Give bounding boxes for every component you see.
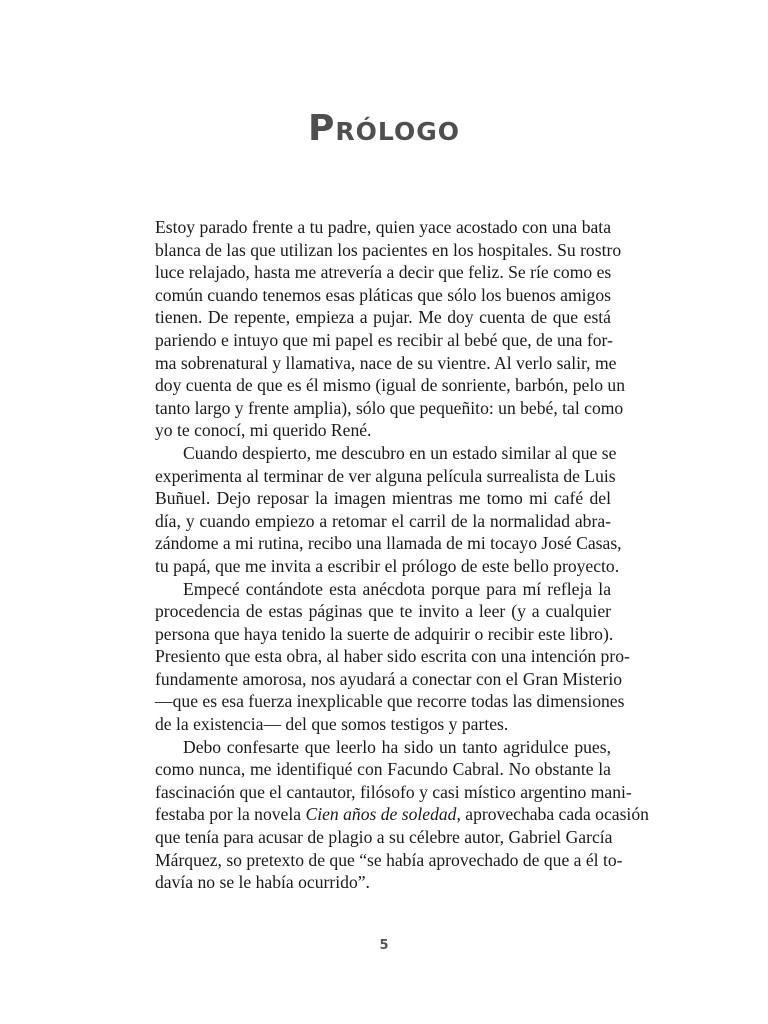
text-line: Empecé contándote esta anécdota porque para mí refleja la: [183, 578, 611, 599]
paragraph: [155, 442, 622, 578]
chapter-title: Prólogo: [308, 108, 460, 149]
text-line: tienen. De repente, empieza a pujar. Me doy cuenta de que está: [155, 307, 611, 328]
text-run: festaba por la novela: [155, 804, 306, 825]
page-number: 5: [379, 938, 389, 953]
text-line: [155, 803, 649, 826]
text-line: blanca de las que utilizan los pacientes en los hospitales. Su rostro: [155, 239, 622, 260]
body-text: [155, 216, 649, 894]
text-run: , aprovechaba cada ocasión: [456, 804, 649, 825]
text-line: día, y cuando empiezo a retomar el carril de la normalidad abra-: [155, 510, 611, 531]
text-line: Cuando despierto, me descubro en un estado similar al que se: [183, 442, 617, 463]
text-line: persona que haya tenido la suerte de adquirir o recibir este libro).: [155, 623, 614, 644]
paragraph: [155, 736, 649, 894]
text-line: tanto largo y frente amplia), sólo que pequeñito: un bebé, tal como: [155, 397, 624, 418]
book-title-italic: Cien años de soledad: [305, 804, 457, 825]
text-line: fundamente amorosa, nos ayudará a conectar con el Gran Misterio: [155, 668, 623, 689]
text-line: que tenía para acusar de plagio a su célebre autor, Gabriel García: [155, 827, 613, 848]
text-line: Buñuel. Dejo reposar la imagen mientras me tomo mi café del: [155, 488, 611, 509]
text-line: zándome a mi rutina, recibo una llamada de mi tocayo José Casas,: [155, 533, 622, 554]
text-line: de la existencia— del que somos testigos y partes.: [155, 714, 509, 735]
text-line: Márquez, so pretexto de que “se había aprovechado de que a él to-: [155, 849, 623, 870]
text-line: Presiento que esta obra, al haber sido escrita con una intención pro-: [155, 646, 630, 667]
paragraph: [155, 578, 630, 736]
text-line: Debo confesarte que leerlo ha sido un tanto agridulce pues,: [183, 736, 611, 757]
text-line: pariendo e intuyo que mi papel es recibir al bebé que, de una for-: [155, 329, 613, 350]
text-line: yo te conocí, mi querido René.: [155, 420, 372, 441]
paragraph: [155, 216, 626, 442]
text-line: davía no se le había ocurrido”.: [155, 872, 370, 893]
text-line: fascinación que el cantautor, filósofo y casi místico argentino mani-: [155, 781, 632, 802]
text-line: procedencia de estas páginas que te invito a leer (y a cualquier: [155, 601, 611, 622]
text-line: —que es esa fuerza inexplicable que recorre todas las dimensiones: [155, 691, 625, 712]
text-line: experimenta al terminar de ver alguna película surrealista de Luis: [155, 465, 616, 486]
text-line: tu papá, que me invita a escribir el prólogo de este bello proyecto.: [155, 555, 620, 576]
text-line: Estoy parado frente a tu padre, quien yace acostado con una bata: [155, 217, 611, 237]
text-line: doy cuenta de que es él mismo (igual de sonriente, barbón, pelo un: [155, 375, 626, 396]
text-line: común cuando tenemos esas pláticas que sólo los buenos amigos: [155, 284, 611, 305]
text-line: luce relajado, hasta me atrevería a decir que feliz. Se ríe como es: [155, 262, 612, 283]
text-line: como nunca, me identifiqué con Facundo Cabral. No obstante la: [155, 759, 611, 780]
text-line: ma sobrenatural y llamativa, nace de su vientre. Al verlo salir, me: [155, 352, 617, 373]
